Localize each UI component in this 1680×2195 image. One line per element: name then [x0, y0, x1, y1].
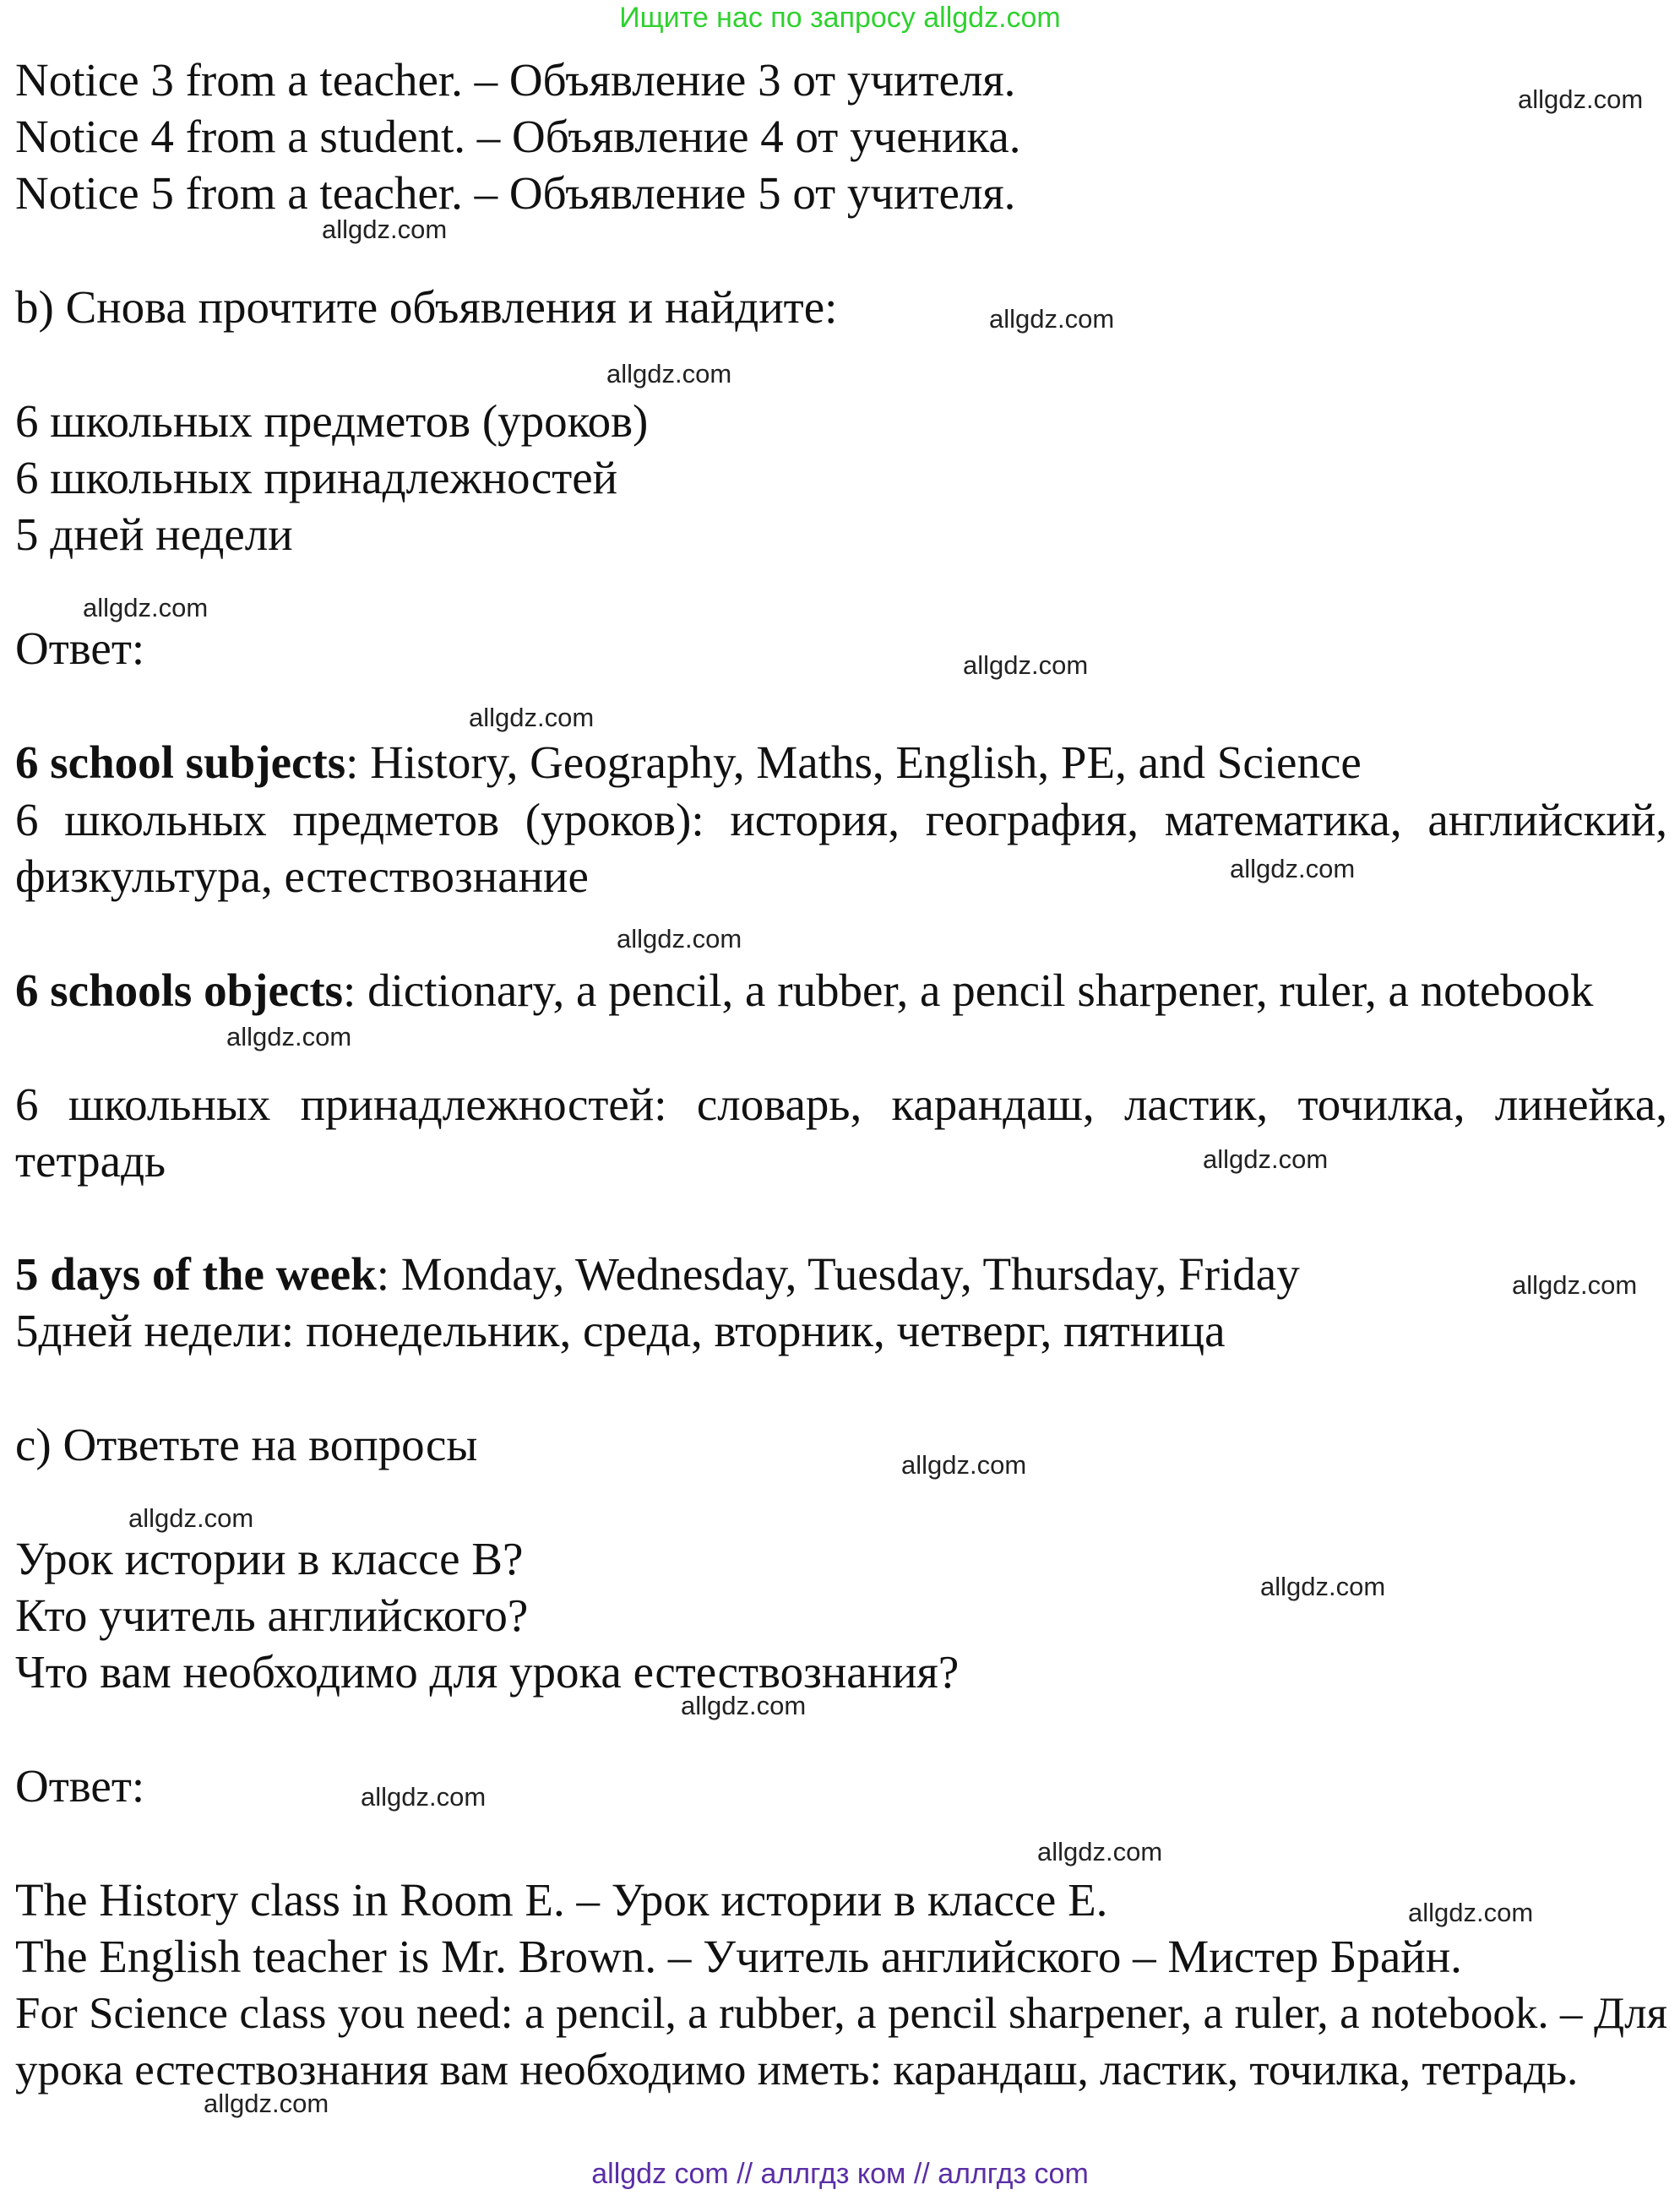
bottom-banner: allgdz com // аллгдз ком // аллгдз com — [591, 2158, 1089, 2190]
watermark: allgdz.com — [361, 1782, 487, 1812]
task-b-item: 5 дней недели — [15, 508, 293, 560]
watermark: allgdz.com — [469, 703, 595, 732]
answer-c-line: The English teacher is Mr. Brown. – Учитель английского – Мистер Брайн. — [15, 1931, 1462, 1982]
notice-line-3: Notice 3 from a teacher. – Объявление 3 от учителя. — [15, 54, 1016, 106]
task-c-heading: c) Ответьте на вопросы — [15, 1419, 478, 1470]
days-line — [15, 1247, 1300, 1302]
watermark: allgdz.com — [989, 304, 1115, 334]
subjects-ru: 6 школьных предметов (уроков): история, география, математика, английский, физкультура, естествознание — [15, 794, 1667, 902]
task-b-item: 6 школьных предметов (уроков) — [15, 395, 649, 447]
task-b-heading: b) Снова прочтите объявления и найдите: — [15, 281, 838, 333]
days-ru: 5дней недели: понедельник, среда, вторник, четверг, пятница — [15, 1305, 1226, 1356]
watermark: allgdz.com — [226, 1022, 352, 1051]
notice-line-4: Notice 4 from a student. – Объявление 4 от ученика. — [15, 111, 1021, 162]
objects-bold: 6 schools objects — [15, 964, 344, 1016]
watermark: allgdz.com — [1518, 84, 1644, 114]
task-c-question: Кто учитель английского? — [15, 1589, 529, 1641]
task-c-question: Что вам необходимо для урока естествознания? — [15, 1646, 960, 1698]
days-text: : Monday, Wednesday, Tuesday, Thursday, Friday — [376, 1248, 1300, 1300]
objects-text: : dictionary, a pencil, a rubber, a pencil sharpener, ruler, a notebook — [343, 964, 1594, 1016]
watermark: allgdz.com — [1408, 1898, 1534, 1927]
subjects-text: : History, Geography, Maths, English, PE, and Science — [345, 736, 1362, 788]
watermark: allgdz.com — [681, 1691, 807, 1720]
watermark: allgdz.com — [128, 1503, 254, 1533]
watermark: allgdz.com — [83, 593, 209, 622]
watermark: allgdz.com — [1230, 854, 1356, 883]
task-c-question: Урок истории в классе В? — [15, 1533, 524, 1584]
watermark: allgdz.com — [1260, 1572, 1386, 1601]
watermark: allgdz.com — [204, 2089, 329, 2118]
task-b-item: 6 школьных принадлежностей — [15, 452, 618, 503]
watermark: allgdz.com — [1203, 1144, 1329, 1174]
watermark: allgdz.com — [606, 359, 732, 388]
days-bold: 5 days of the week — [15, 1248, 377, 1300]
subjects-line — [15, 735, 1362, 791]
watermark: allgdz.com — [322, 215, 448, 244]
top-banner: Ищите нас по запросу allgdz.com — [619, 2, 1061, 34]
watermark: allgdz.com — [1037, 1837, 1163, 1866]
watermark: allgdz.com — [1512, 1270, 1638, 1300]
notice-line-5: Notice 5 from a teacher. – Объявление 5 от учителя. — [15, 167, 1016, 219]
answer-c-line: The History class in Room E. – Урок истории в классе Е. — [15, 1874, 1108, 1926]
subjects-bold: 6 school subjects — [15, 736, 346, 788]
watermark: allgdz.com — [617, 924, 742, 954]
objects-paragraph — [15, 962, 1667, 1019]
objects-ru: 6 школьных принадлежностей: словарь, карандаш, ластик, точилка, линейка, тетрадь — [15, 1078, 1667, 1187]
watermark: allgdz.com — [901, 1450, 1027, 1480]
answer-c-final: For Science class you need: a pencil, a rubber, a pencil sharpener, a ruler, a notebook. – Для урока естествознания вам необходимо иметь: карандаш, ластик, точилка, тетрадь. — [15, 1989, 1667, 2094]
watermark: allgdz.com — [963, 650, 1089, 680]
answer-b-label: Ответ: — [15, 622, 145, 674]
answer-c-label: Ответ: — [15, 1760, 145, 1812]
